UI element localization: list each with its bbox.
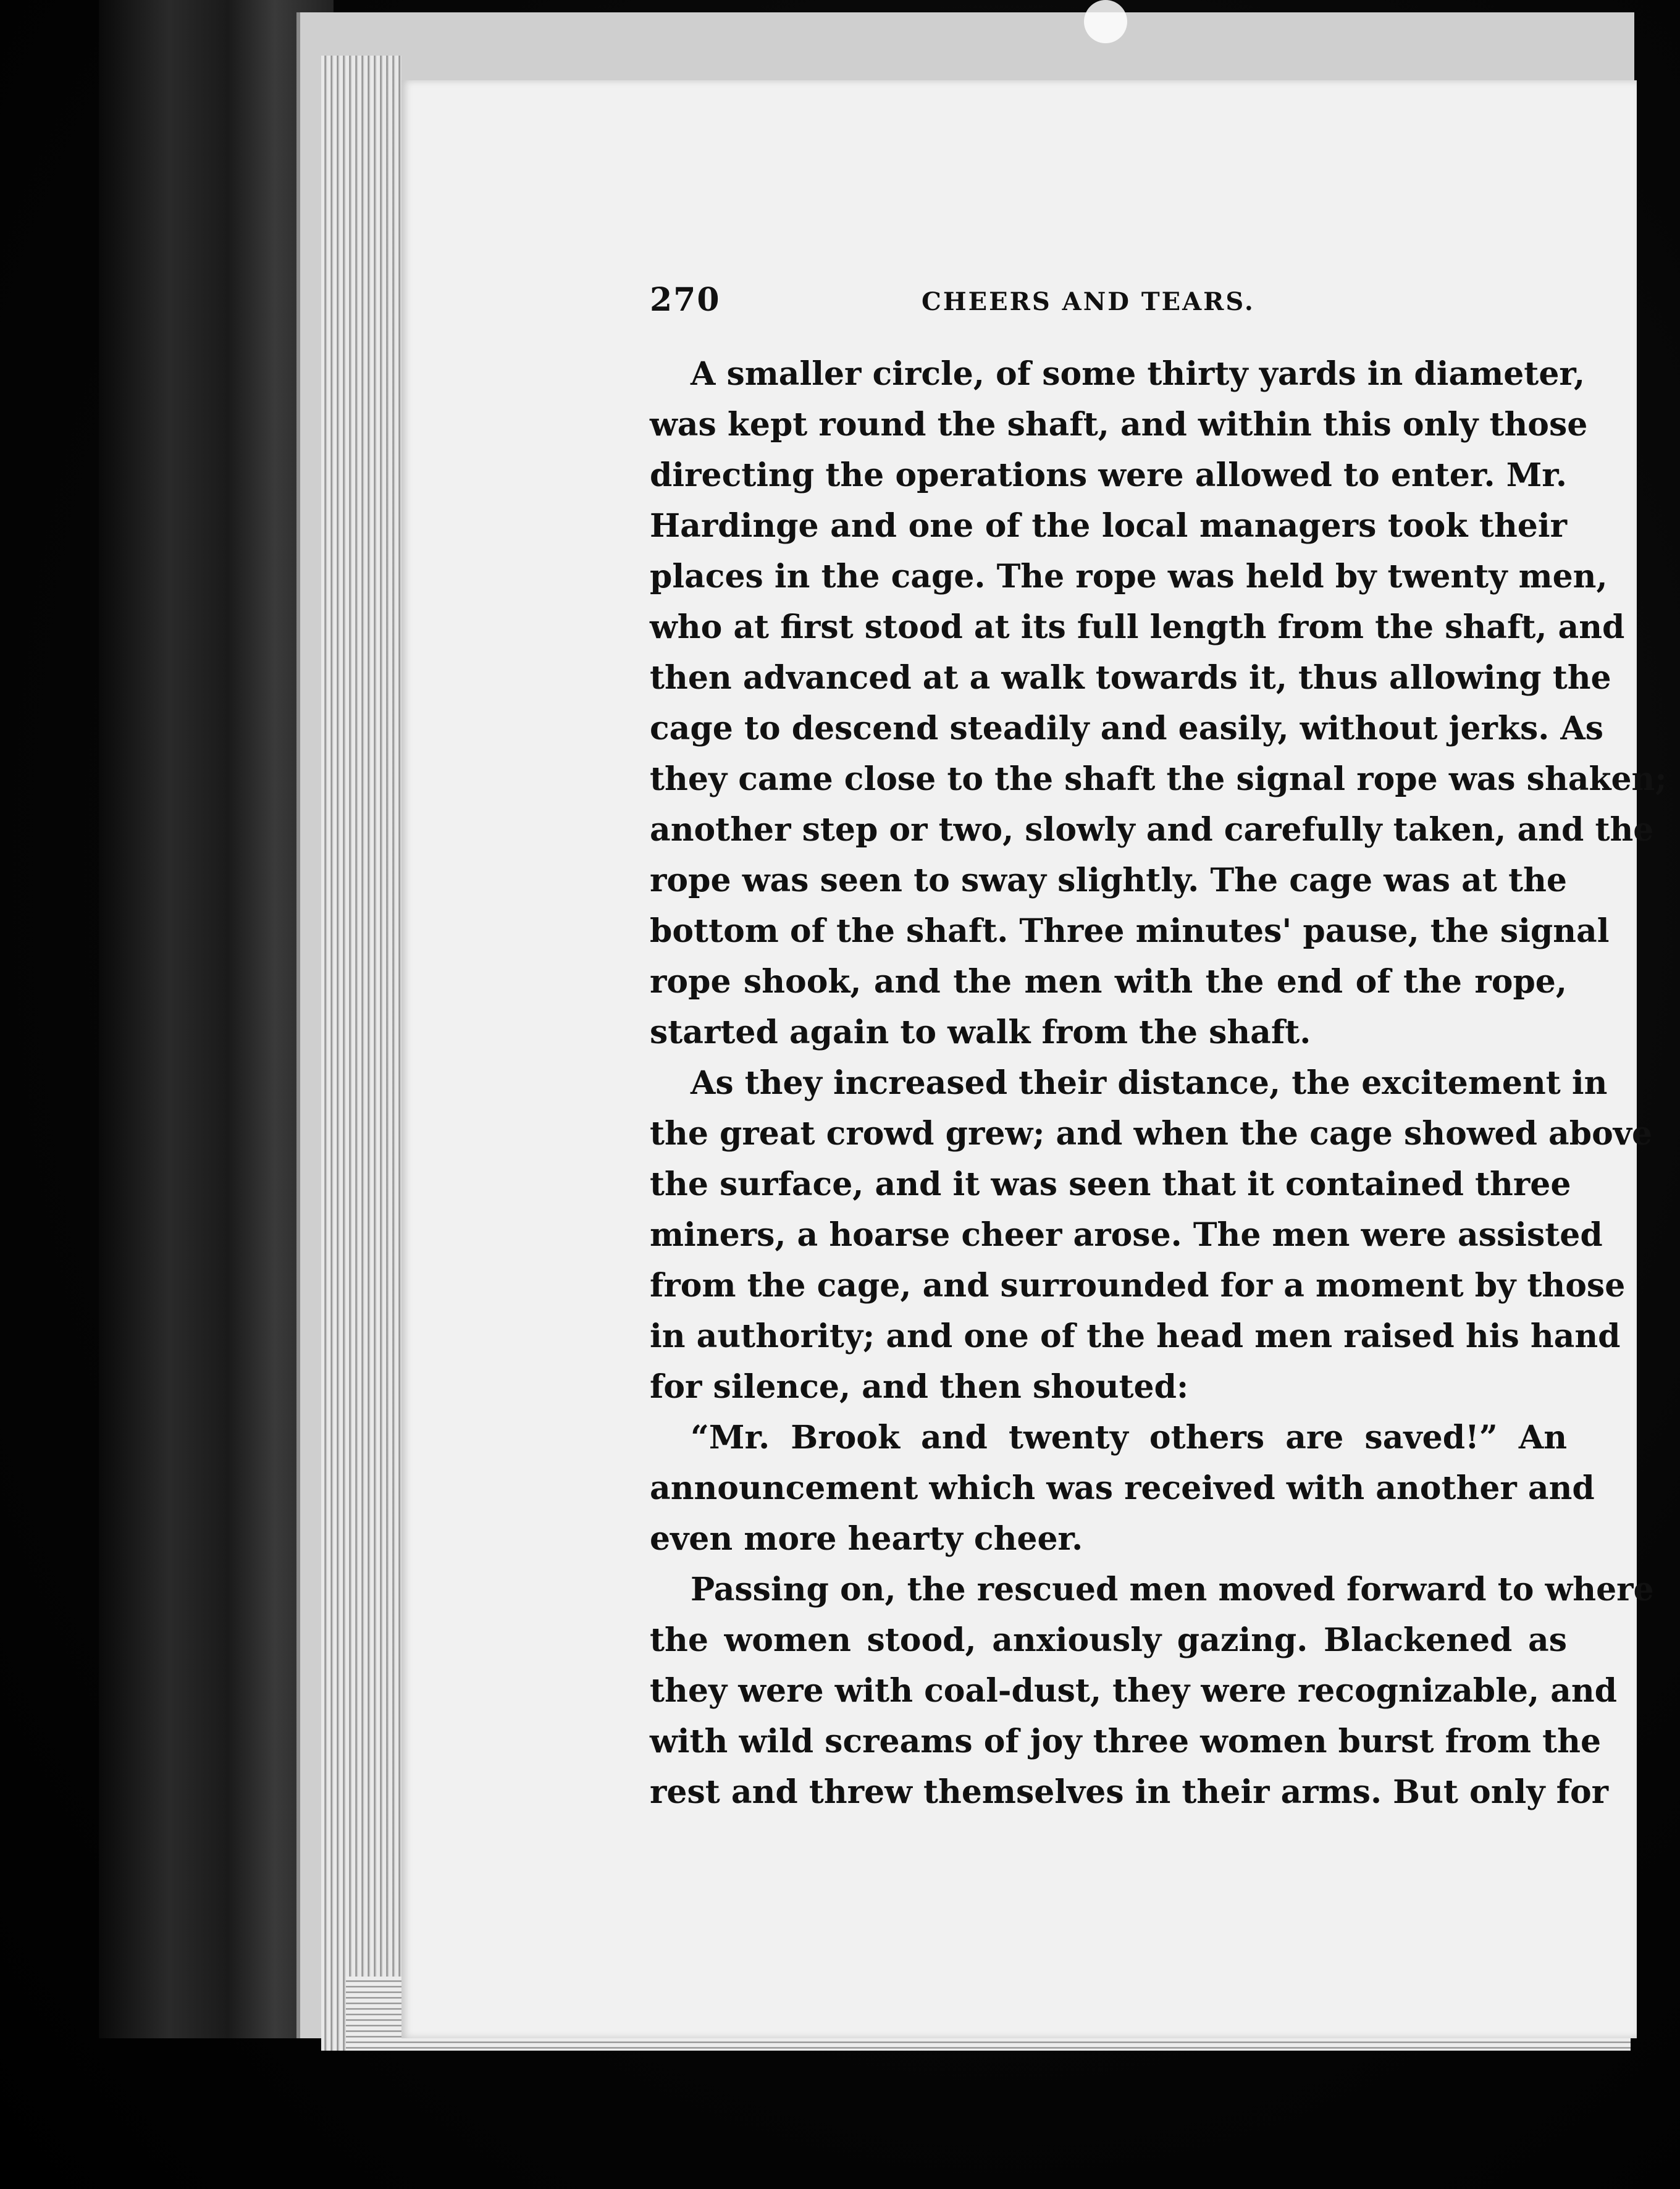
text-line: then advanced at a walk towards it, thus allowing the: [650, 659, 1611, 697]
text-line: they came close to the shaft the signal rope was shaken;: [650, 760, 1667, 798]
text-line: As they increased their distance, the excitement in: [691, 1064, 1608, 1102]
text-line: rope shook, and the men with the end of the rope,: [650, 963, 1567, 1001]
text-line: places in the cage. The rope was held by twenty men,: [650, 558, 1608, 595]
text-line: miners, a hoarse cheer arose. The men were assisted: [650, 1216, 1603, 1254]
text-line: who at first stood at its full length from the shaft, and: [650, 608, 1625, 646]
text-line: the women stood, anxiously gazing. Blackened as: [650, 1621, 1567, 1659]
paragraph: [650, 349, 1667, 1058]
running-title: CHEERS AND TEARS.: [922, 287, 1255, 316]
paragraph: [650, 1413, 1595, 1565]
text-line: another step or two, slowly and carefully taken, and the: [650, 811, 1654, 849]
text-line: was kept round the shaft, and within this only those: [650, 406, 1588, 443]
page-number: 270: [650, 281, 721, 319]
text-line: from the cage, and surrounded for a moment by those: [650, 1267, 1626, 1305]
text-line: Passing on, the rescued men moved forward to where: [691, 1571, 1654, 1608]
text-line: “Mr. Brook and twenty others are saved!” An: [691, 1419, 1567, 1456]
running-head: [650, 281, 1567, 349]
text-line: in authority; and one of the head men raised his hand: [650, 1317, 1621, 1355]
text-line: bottom of the shaft. Three minutes' pause, the signal: [650, 912, 1610, 950]
text-line: the great crowd grew; and when the cage showed above: [650, 1115, 1653, 1153]
text-line: A smaller circle, of some thirty yards in diameter,: [691, 355, 1586, 393]
body-text: [650, 349, 1667, 1818]
text-line: even more hearty cheer.: [650, 1520, 1083, 1558]
text-line: they were with coal-dust, they were recognizable, and: [650, 1672, 1618, 1710]
text-line: announcement which was received with another and: [650, 1469, 1595, 1507]
book-page: [401, 80, 1667, 2038]
paragraph: [650, 1565, 1654, 1818]
text-line: started again to walk from the shaft.: [650, 1014, 1311, 1051]
text-line: with wild screams of joy three women burst from the: [650, 1723, 1602, 1760]
text-line: cage to descend steadily and easily, without jerks. As: [650, 710, 1604, 747]
text-line: directing the operations were allowed to enter. Mr.: [650, 456, 1567, 494]
text-line: for silence, and then shouted:: [650, 1368, 1189, 1406]
text-line: rope was seen to sway slightly. The cage was at the: [650, 862, 1567, 899]
text-line: rest and threw themselves in their arms. But only for: [650, 1773, 1609, 1811]
page-edges-left: [321, 56, 401, 2051]
paper-speck: [1084, 0, 1127, 43]
text-line: the surface, and it was seen that it contained three: [650, 1166, 1571, 1203]
paragraph: [650, 1058, 1653, 1413]
text-line: Hardinge and one of the local managers took their: [650, 507, 1567, 545]
text-block: [650, 281, 1667, 1818]
